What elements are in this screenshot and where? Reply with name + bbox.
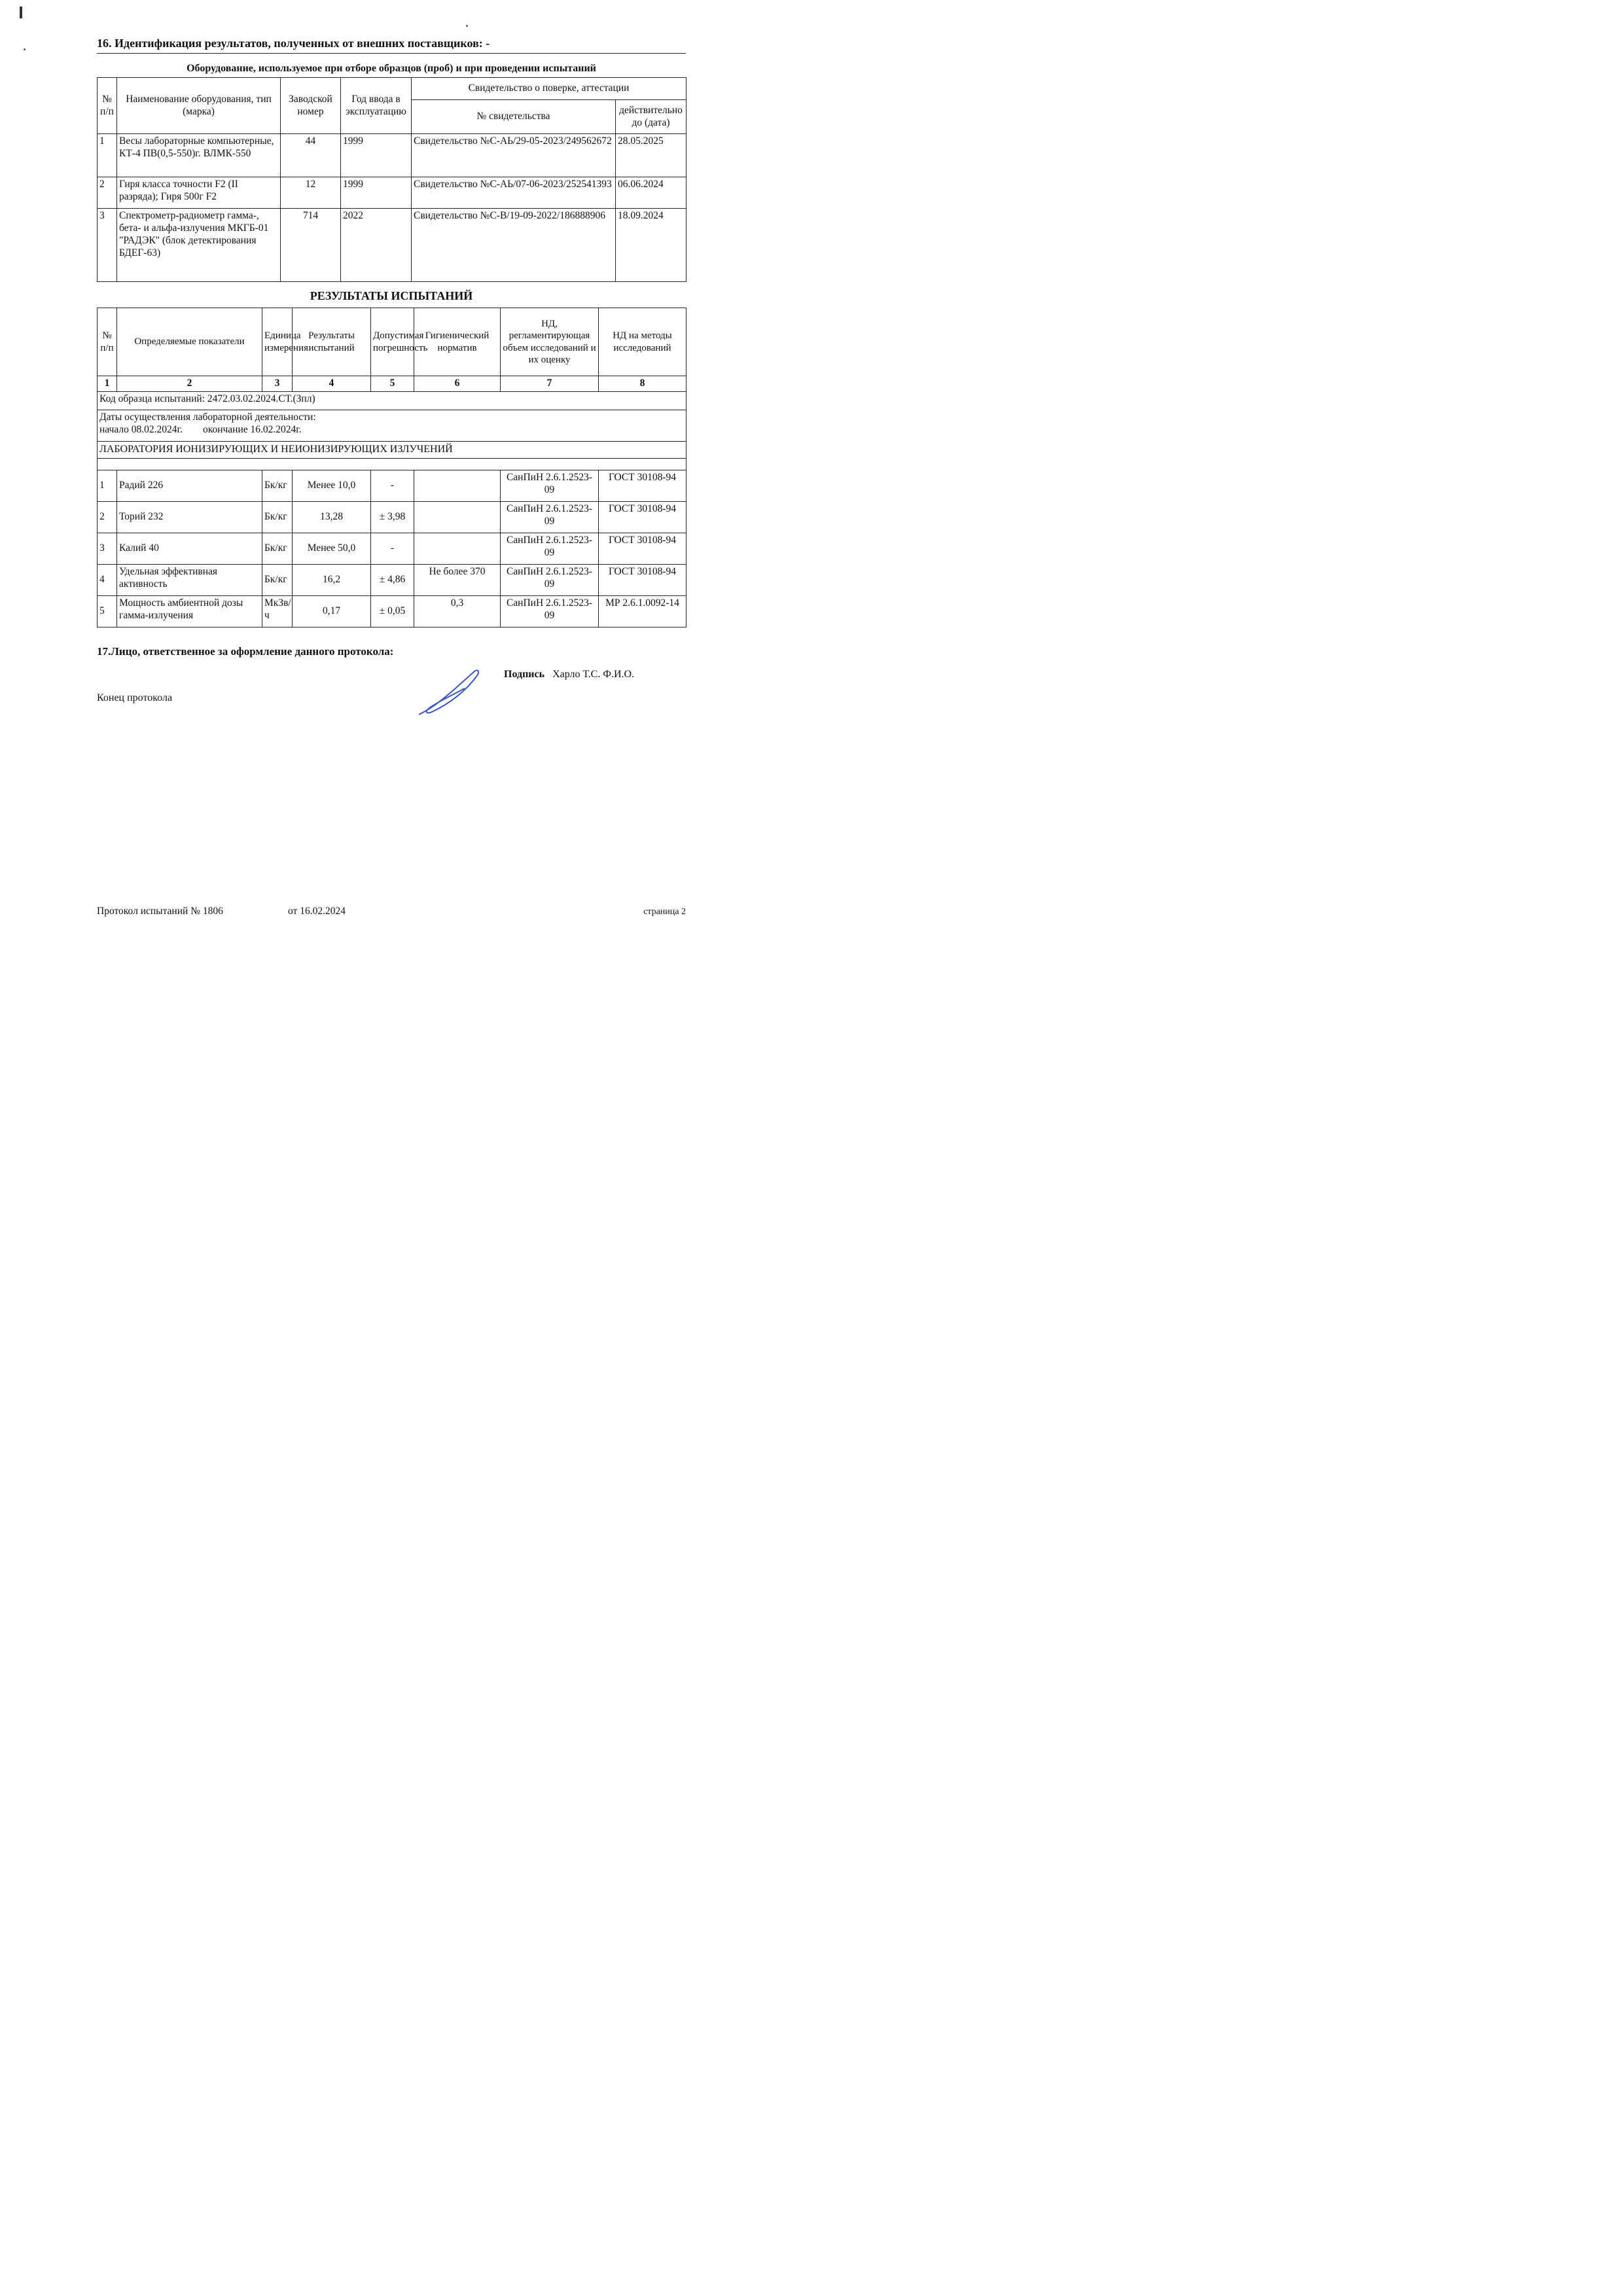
table-row [98,533,687,564]
indicator: Калий 40 [117,533,262,564]
header-nd-volume: НД, регламентирующая объем исследований и их оценку [501,308,599,376]
row-num: 3 [98,533,117,564]
nd-volume: СанПиН 2.6.1.2523-09 [501,533,599,564]
tolerance: ± 3,98 [371,501,414,533]
result: 0,17 [293,595,371,627]
header-valid: действительно до (дата) [616,100,687,134]
certificate: Свидетельство №С-АЬ/07-06-2023/252541393 [412,177,616,209]
signature-label: Подпись [504,669,545,680]
result: Менее 10,0 [293,470,371,501]
row-num: 3 [98,209,117,282]
sample-code: Код образца испытаний: 2472.03.02.2024.СТ.(Зпл) [98,391,687,410]
indicator: Мощность амбиентной дозы гамма-излучения [117,595,262,627]
lab-dates-label: Даты осуществления лабораторной деятельности: [99,411,316,423]
equipment-name: Спектрометр-радиометр гамма-, бета- и альфа-излучения МКГБ-01 "РАДЭК" (блок детектирования БДЕГ-63) [117,209,281,282]
header-year: Год ввода в эксплуатацию [341,78,412,134]
spacer-row [98,458,687,470]
unit: Бк/кг [262,470,293,501]
section-16-heading: 16. Идентификация результатов, полученных от внешних поставщиков: - [97,37,686,54]
header-result: Результаты испытаний [293,308,371,376]
unit: Бк/кг [262,533,293,564]
tolerance: ± 0,05 [371,595,414,627]
equipment-name: Гиря класса точности F2 (II разряда); Гиря 500г F2 [117,177,281,209]
row-num: 2 [98,501,117,533]
header-name: Наименование оборудования, тип (марка) [117,78,281,134]
page-number: страница 2 [643,907,686,917]
serial-number: 714 [281,209,341,282]
end-of-protocol: Конец протокола [97,692,173,703]
results-title: РЕЗУЛЬТАТЫ ИСПЫТАНИЙ [310,289,473,302]
row-num: 4 [98,564,117,595]
handwritten-signature [412,666,491,718]
commission-year: 1999 [341,134,412,177]
indicator: Радий 226 [117,470,262,501]
header-nd-method: НД на методы исследований [599,308,687,376]
norm: Не более 370 [414,564,501,595]
certificate: Свидетельство №С-В/19-09-2022/186888906 [412,209,616,282]
results-table [97,308,687,627]
protocol-number: Протокол испытаний № 1806 [97,906,223,917]
tolerance: - [371,470,414,501]
equipment-name: Весы лабораторные компьютерные, КТ-4 ПВ(0,5-550)г. ВЛМК-550 [117,134,281,177]
nd-method: ГОСТ 30108-94 [599,564,687,595]
table-row [98,209,687,282]
indicator: Удельная эффективная активность [117,564,262,595]
protocol-page [0,0,725,1026]
header-num: № п/п [98,308,117,376]
lab-name: ЛАБОРАТОРИЯ ИОНИЗИРУЮЩИХ И НЕИОНИЗИРУЮЩИХ ИЗЛУЧЕНИЙ [98,441,687,458]
result: 16,2 [293,564,371,595]
norm: 0,3 [414,595,501,627]
column-number: 7 [501,376,599,392]
header-cert-no: № свидетельства [412,100,616,134]
indicator: Торий 232 [117,501,262,533]
norm [414,501,501,533]
column-number: 8 [599,376,687,392]
equipment-caption: Оборудование, используемое при отборе образцов (проб) и при проведении испытаний [187,63,596,74]
nd-method: ГОСТ 30108-94 [599,501,687,533]
section-17-heading: 17.Лицо, ответственное за оформление данного протокола: [97,645,394,658]
table-row [98,564,687,595]
scan-mark [20,7,22,18]
column-number: 3 [262,376,293,392]
nd-method: МР 2.6.1.0092-14 [599,595,687,627]
header-unit: Единица измерения [262,308,293,376]
column-number: 1 [98,376,117,392]
page-footer [97,906,686,917]
column-number: 2 [117,376,262,392]
valid-until: 18.09.2024 [616,209,687,282]
column-number: 4 [293,376,371,392]
nd-volume: СанПиН 2.6.1.2523-09 [501,501,599,533]
row-num: 1 [98,134,117,177]
norm [414,533,501,564]
result: Менее 50,0 [293,533,371,564]
signer-name: Харло Т.С. Ф.И.О. [552,669,635,680]
nd-volume: СанПиН 2.6.1.2523-09 [501,595,599,627]
commission-year: 2022 [341,209,412,282]
lab-dates [98,410,687,441]
column-number: 5 [371,376,414,392]
nd-volume: СанПиН 2.6.1.2523-09 [501,470,599,501]
protocol-date: от 16.02.2024 [288,906,346,917]
scan-speck [24,48,26,50]
row-num: 5 [98,595,117,627]
signature-line [504,669,634,680]
header-serial: Заводской номер [281,78,341,134]
table-row [98,134,687,177]
serial-number: 12 [281,177,341,209]
unit: Бк/кг [262,564,293,595]
header-norm: Гигиенический норматив [414,308,501,376]
certificate: Свидетельство №С-АЬ/29-05-2023/249562672 [412,134,616,177]
table-row [98,595,687,627]
date-start: начало 08.02.2024г. [99,423,183,435]
unit: Бк/кг [262,501,293,533]
header-tolerance: Допустимая погрешность [371,308,414,376]
table-row [98,501,687,533]
nd-volume: СанПиН 2.6.1.2523-09 [501,564,599,595]
date-end: окончание 16.02.2024г. [202,423,302,435]
serial-number: 44 [281,134,341,177]
valid-until: 06.06.2024 [616,177,687,209]
table-row [98,470,687,501]
unit: МкЗв/ч [262,595,293,627]
commission-year: 1999 [341,177,412,209]
table-row [98,177,687,209]
equipment-table [97,77,687,282]
column-number-row [98,376,687,392]
scan-speck [466,25,468,27]
tolerance: - [371,533,414,564]
valid-until: 28.05.2025 [616,134,687,177]
row-num: 2 [98,177,117,209]
nd-method: ГОСТ 30108-94 [599,470,687,501]
header-cert-group: Свидетельство о поверке, аттестации [412,78,687,100]
lab-dates-range [99,424,684,436]
tolerance: ± 4,86 [371,564,414,595]
row-num: 1 [98,470,117,501]
header-num: № п/п [98,78,117,134]
norm [414,470,501,501]
result: 13,28 [293,501,371,533]
header-indicator: Определяемые показатели [117,308,262,376]
nd-method: ГОСТ 30108-94 [599,533,687,564]
column-number: 6 [414,376,501,392]
